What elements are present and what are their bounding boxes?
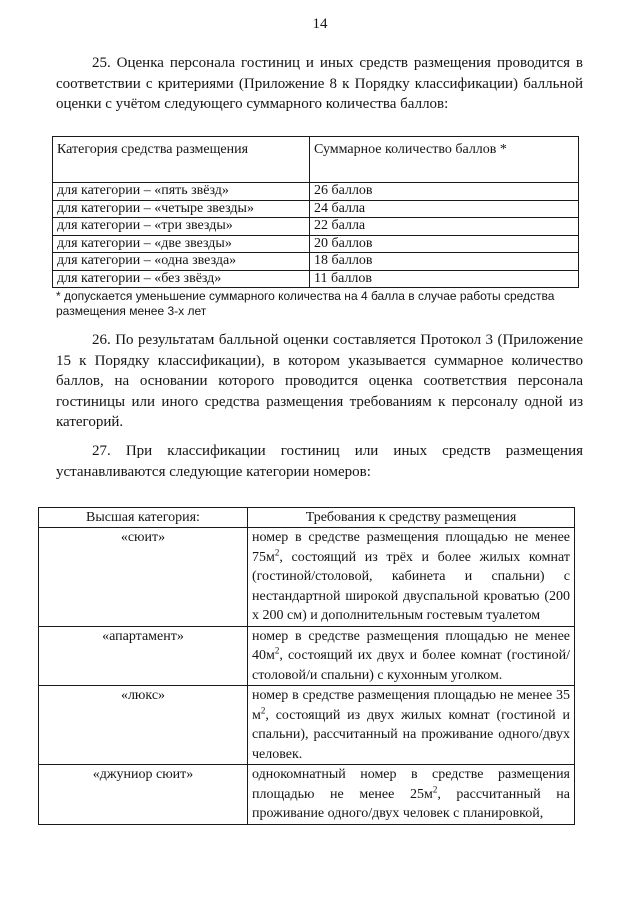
superscript: 2 bbox=[274, 645, 280, 656]
table-row bbox=[39, 528, 575, 627]
requirements-text: номер в средстве размещения площадью не менее 40м bbox=[252, 628, 570, 663]
category-cell: для категории – «четыре звезды» bbox=[53, 200, 310, 218]
requirements-text: однокомнатный номер в средстве размещения площадью не менее 25м bbox=[252, 767, 570, 802]
column-header: Требования к средству размещения bbox=[248, 508, 575, 528]
category-cell: для категории – «без звёзд» bbox=[53, 270, 310, 288]
requirements-cell bbox=[248, 686, 575, 765]
room-category-cell: «люкс» bbox=[39, 686, 248, 765]
requirements-text: номер в средстве размещения площадью не менее 75м bbox=[252, 530, 570, 565]
requirements-text: номер в средстве размещения площадью не менее 35 м bbox=[252, 688, 570, 723]
room-categories-table bbox=[38, 507, 575, 825]
table-row bbox=[53, 218, 579, 236]
requirements-cell bbox=[248, 765, 575, 825]
score-cell: 20 баллов bbox=[310, 235, 579, 253]
room-category-cell: «джуниор сюит» bbox=[39, 765, 248, 825]
requirements-text: , состоящий из трёх и более жилых комнат (гостиной/столовой, кабинета и спальни) с нестандартной широкой двуспальной кроватью (200 х 200 см) и дополнительным гостевым туалетом bbox=[252, 549, 570, 623]
column-header: Высшая категория: bbox=[39, 508, 248, 528]
score-cell: 11 баллов bbox=[310, 270, 579, 288]
category-cell: для категории – «пять звёзд» bbox=[53, 183, 310, 201]
requirements-text: , состоящий их двух и более комнат (гостиной/столовой/и спальни) с кухонным уголком. bbox=[252, 648, 570, 683]
requirements-cell bbox=[248, 626, 575, 686]
requirements-text: , состоящий из двух жилых комнат (гостиной и спальни), рассчитанный на проживание одного/двух человек. bbox=[252, 707, 570, 762]
table-row bbox=[53, 235, 579, 253]
page-number: 14 bbox=[312, 16, 328, 32]
category-cell: для категории – «три звезды» bbox=[53, 218, 310, 236]
score-cell: 26 баллов bbox=[310, 183, 579, 201]
paragraph-26: 26. По результатам балльной оценки составляется Протокол 3 (Приложение 15 к Порядку классификации), в котором указывается суммарное количество баллов, на основании которого проводится оценка соответствия персонала гостиницы или иного средства размещения требованиям к персоналу одной из категорий. bbox=[56, 332, 583, 430]
table-row bbox=[53, 200, 579, 218]
table-footnote: * допускается уменьшение суммарного количества на 4 балла в случае работы средства размещения менее 3-х лет bbox=[56, 289, 555, 318]
paragraph-25: 25. Оценка персонала гостиниц и иных средств размещения проводится в соответствии с критериями (Приложение 8 к Порядку классификации) балльной оценки с учётом следующего суммарного количества баллов: bbox=[56, 55, 583, 112]
category-cell: для категории – «две звезды» bbox=[53, 235, 310, 253]
table-row bbox=[39, 626, 575, 686]
room-category-cell: «апартамент» bbox=[39, 626, 248, 686]
table-header-row bbox=[53, 137, 579, 183]
table-row bbox=[53, 183, 579, 201]
table-header-row bbox=[39, 508, 575, 528]
score-cell: 22 балла bbox=[310, 218, 579, 236]
paragraph-27: 27. При классификации гостиниц или иных средств размещения устанавливаются следующие категории номеров: bbox=[56, 443, 583, 480]
score-cell: 18 баллов bbox=[310, 253, 579, 271]
requirements-text: , рассчитанный на проживание одного/двух человек с планировкой, bbox=[252, 786, 570, 821]
table-row bbox=[53, 253, 579, 271]
requirements-cell bbox=[248, 528, 575, 627]
superscript: 2 bbox=[274, 546, 280, 557]
superscript: 2 bbox=[432, 783, 438, 794]
score-table bbox=[52, 136, 579, 288]
column-header: Категория средства размещения bbox=[53, 137, 310, 183]
category-cell: для категории – «одна звезда» bbox=[53, 253, 310, 271]
room-category-cell: «сюит» bbox=[39, 528, 248, 627]
table-row bbox=[39, 686, 575, 765]
table-row bbox=[53, 270, 579, 288]
score-cell: 24 балла bbox=[310, 200, 579, 218]
superscript: 2 bbox=[260, 704, 266, 715]
column-header: Суммарное количество баллов * bbox=[310, 137, 579, 183]
table-row bbox=[39, 765, 575, 825]
